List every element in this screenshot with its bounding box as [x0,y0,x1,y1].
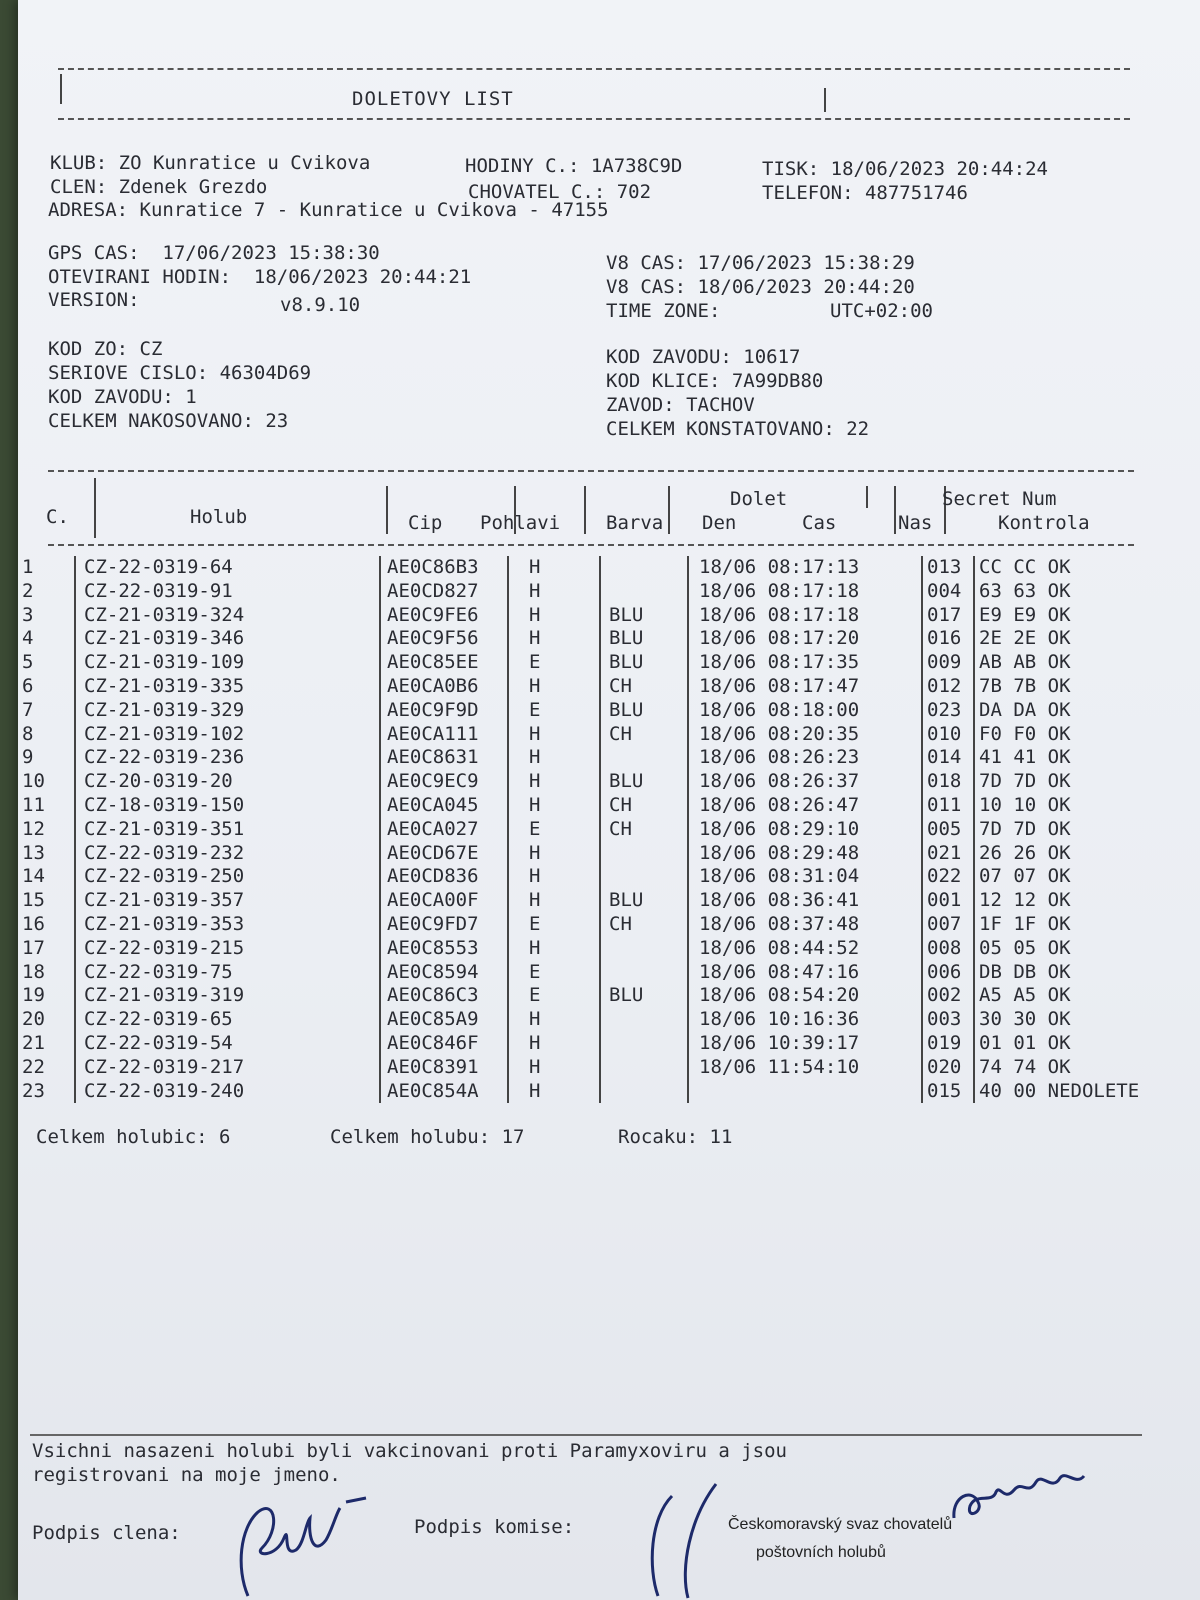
control-code: 7D 7D OK [974,770,1139,794]
ring-number: CZ-22-0319-240 [75,1080,380,1104]
ring-number: CZ-22-0319-232 [75,842,380,866]
sex: E [508,818,600,842]
color [600,842,688,866]
kod-zavodu-left: KOD ZAVODU: 1 [48,386,197,408]
arrival-time: 18/06 08:17:18 [688,604,922,628]
color: CH [600,818,688,842]
table-row [22,651,1139,675]
control-code: A5 A5 OK [974,984,1139,1008]
title-border-left [60,74,62,104]
row-number: 6 [22,674,34,697]
color: BLU [600,699,688,723]
color: BLU [600,627,688,651]
adresa: ADRESA: Kunratice 7 - Kunratice u Cvikova - 47155 [48,199,609,221]
control-code: 74 74 OK [974,1056,1139,1080]
chip-id: AE0C85EE [380,651,508,675]
klub: KLUB: ZO Kunratice u Cvikova [50,152,371,174]
ring-number: CZ-22-0319-250 [75,865,380,889]
version-label: VERSION: [48,289,140,311]
title-border-top [58,68,1130,70]
kod-klice: KOD KLICE: 7A99DB80 [606,370,824,392]
sex: H [508,770,600,794]
basket-number: 018 [922,770,974,794]
sex: H [508,1056,600,1080]
chovatel: CHOVATEL C.: 702 [468,181,652,203]
basket-number: 002 [922,984,974,1008]
sex: E [508,961,600,985]
col-header-cip: Cip [408,512,443,534]
row-number: 2 [22,579,34,602]
celkem-nakosovano: CELKEM NAKOSOVANO: 23 [48,410,289,432]
zavod: ZAVOD: TACHOV [606,394,755,416]
table-row [22,723,1139,747]
arrival-time: 18/06 08:26:47 [688,794,922,818]
ring-number: CZ-21-0319-353 [75,913,380,937]
ring-number: CZ-21-0319-102 [75,723,380,747]
row-number: 1 [22,556,34,578]
col-header-c: C. [46,506,69,528]
table-row [22,818,1139,842]
arrival-time: 18/06 08:17:47 [688,675,922,699]
sex: E [508,913,600,937]
chip-id: AE0CD827 [380,580,508,604]
arrival-time: 18/06 08:17:13 [688,556,922,580]
chip-id: AE0C9FE6 [380,604,508,628]
table-row [22,699,1139,723]
color [600,580,688,604]
basket-number: 008 [922,937,974,961]
col-header-dolet: Dolet [730,488,788,510]
col-header-den: Den [702,512,737,534]
arrival-time: 18/06 08:37:48 [688,913,922,937]
v8-cas-2: V8 CAS: 18/06/2023 20:44:20 [606,276,915,298]
sex: H [508,627,600,651]
chip-id: AE0C86C3 [380,984,508,1008]
sex: H [508,604,600,628]
control-code: F0 F0 OK [974,723,1139,747]
basket-number: 021 [922,842,974,866]
row-number: 20 [22,1008,45,1031]
control-code: 7B 7B OK [974,675,1139,699]
chip-id: AE0C85A9 [380,1008,508,1032]
basket-number: 012 [922,675,974,699]
ring-number: CZ-21-0319-109 [75,651,380,675]
sex: H [508,675,600,699]
basket-number: 015 [922,1080,974,1104]
table-row [22,794,1139,818]
row-number: 19 [22,984,45,1007]
hodiny: HODINY C.: 1A738C9D [465,155,683,177]
control-code: 41 41 OK [974,746,1139,770]
chip-id: AE0CA00F [380,889,508,913]
color [600,1056,688,1080]
ring-number: CZ-21-0319-351 [75,818,380,842]
row-number: 10 [22,770,45,793]
color [600,865,688,889]
table-row [22,842,1139,866]
basket-number: 001 [922,889,974,913]
basket-number: 020 [922,1056,974,1080]
celkem-konstatovano: CELKEM KONSTATOVANO: 22 [606,418,870,440]
color [600,1008,688,1032]
sex: H [508,580,600,604]
col-header-kontrola: Kontrola [998,512,1090,534]
arrival-time: 18/06 08:31:04 [688,865,922,889]
table-row [22,746,1139,770]
basket-number: 009 [922,651,974,675]
sex: H [508,794,600,818]
chip-id: AE0CA027 [380,818,508,842]
podpis-komise-label: Podpis komise: [414,1516,575,1538]
chip-id: AE0C8594 [380,961,508,985]
arrival-time: 18/06 08:54:20 [688,984,922,1008]
basket-number: 022 [922,865,974,889]
color: CH [600,794,688,818]
arrival-time [688,1080,922,1104]
member-signature [218,1478,388,1600]
chip-id: AE0C9FD7 [380,913,508,937]
ring-number: CZ-20-0319-20 [75,770,380,794]
row-number: 14 [22,865,45,888]
row-number: 22 [22,1055,45,1078]
row-number: 5 [22,651,34,674]
kod-zavodu-right: KOD ZAVODU: 10617 [606,346,801,368]
header-divider [584,486,586,534]
control-code: 2E 2E OK [974,627,1139,651]
ring-number: CZ-22-0319-65 [75,1008,380,1032]
otevirani-hodin: OTEVIRANI HODIN: 18/06/2023 20:44:21 [48,266,472,288]
control-code: AB AB OK [974,651,1139,675]
ring-number: CZ-22-0319-75 [75,961,380,985]
time-zone-value: UTC+02:00 [830,300,933,322]
color [600,746,688,770]
v8-cas-1: V8 CAS: 17/06/2023 15:38:29 [606,252,915,274]
arrival-time: 18/06 08:26:23 [688,746,922,770]
control-code: 40 00 NEDOLETE [974,1080,1139,1104]
podpis-clena-label: Podpis clena: [32,1522,181,1544]
sex: H [508,865,600,889]
ring-number: CZ-21-0319-357 [75,889,380,913]
basket-number: 010 [922,723,974,747]
sex: H [508,556,600,580]
row-number: 15 [22,889,45,912]
ring-number: CZ-22-0319-236 [75,746,380,770]
basket-number: 017 [922,604,974,628]
table-row [22,627,1139,651]
color [600,937,688,961]
basket-number: 011 [922,794,974,818]
total-holubic: Celkem holubic: 6 [36,1126,231,1148]
control-code: 26 26 OK [974,842,1139,866]
ring-number: CZ-21-0319-329 [75,699,380,723]
chip-id: AE0CA0B6 [380,675,508,699]
chip-id: AE0CD67E [380,842,508,866]
color: CH [600,913,688,937]
color: BLU [600,770,688,794]
table-row [22,556,1139,580]
table-row [22,1032,1139,1056]
tisk: TISK: 18/06/2023 20:44:24 [762,158,1048,180]
title-border-right [824,88,826,112]
chip-id: AE0C9F9D [380,699,508,723]
version-value: v8.9.10 [280,294,361,316]
table-row [22,913,1139,937]
arrival-time: 18/06 08:47:16 [688,961,922,985]
row-number: 9 [22,746,34,769]
row-number: 8 [22,722,34,745]
basket-number: 007 [922,913,974,937]
arrival-time: 18/06 08:17:18 [688,580,922,604]
control-code: 01 01 OK [974,1032,1139,1056]
row-number: 17 [22,936,45,959]
header-divider [668,486,670,534]
col-header-barva: Barva [606,512,664,534]
row-number: 11 [22,793,45,816]
ring-number: CZ-22-0319-217 [75,1056,380,1080]
arrival-time: 18/06 08:29:10 [688,818,922,842]
sex: H [508,746,600,770]
chip-id: AE0C854A [380,1080,508,1104]
ring-number: CZ-22-0319-91 [75,580,380,604]
ring-number: CZ-21-0319-319 [75,984,380,1008]
basket-number: 004 [922,580,974,604]
table-row [22,770,1139,794]
control-code: E9 E9 OK [974,604,1139,628]
row-number: 18 [22,960,45,983]
arrival-time: 18/06 11:54:10 [688,1056,922,1080]
row-number: 4 [22,627,34,650]
arrival-time: 18/06 08:17:20 [688,627,922,651]
arrival-time: 18/06 08:20:35 [688,723,922,747]
control-code: DA DA OK [974,699,1139,723]
chip-id: AE0C9F56 [380,627,508,651]
basket-number: 013 [922,556,974,580]
sex: E [508,984,600,1008]
ring-number: CZ-22-0319-54 [75,1032,380,1056]
row-number: 12 [22,817,45,840]
color: CH [600,723,688,747]
basket-number: 005 [922,818,974,842]
arrival-time: 18/06 08:18:00 [688,699,922,723]
color: BLU [600,889,688,913]
kod-zo: KOD ZO: CZ [48,338,163,360]
stamp-line-2: poštovních holubů [756,1544,886,1561]
sex: E [508,651,600,675]
control-code: CC CC OK [974,556,1139,580]
table-row [22,937,1139,961]
declaration-line-1: Vsichni nasazeni holubi byli vakcinovani proti Paramyxoviru a jsou [32,1440,787,1462]
chip-id: AE0C8553 [380,937,508,961]
commission-signature [628,1478,738,1600]
ring-number: CZ-21-0319-335 [75,675,380,699]
row-number: 13 [22,841,45,864]
color: BLU [600,984,688,1008]
chip-id: AE0C8631 [380,746,508,770]
row-number: 7 [22,698,34,721]
sex: H [508,889,600,913]
footer-rule [30,1434,1142,1436]
col-header-pohlavi: Pohlavi [480,512,561,534]
header-divider [386,486,388,534]
sex: E [508,699,600,723]
basket-number: 014 [922,746,974,770]
color [600,556,688,580]
sex: H [508,723,600,747]
control-code: 1F 1F OK [974,913,1139,937]
arrival-time: 18/06 10:39:17 [688,1032,922,1056]
col-header-nas: Nas [898,512,933,534]
col-header-cas: Cas [802,512,837,534]
sex: H [508,1032,600,1056]
col-header-holub: Holub [190,506,248,528]
control-code: 63 63 OK [974,580,1139,604]
total-holubu: Celkem holubu: 17 [330,1126,525,1148]
results-table [22,556,1139,1103]
table-row [22,580,1139,604]
color: CH [600,675,688,699]
control-code: DB DB OK [974,961,1139,985]
clen: CLEN: Zdenek Grezdo [50,176,268,198]
chip-id: AE0CD836 [380,865,508,889]
row-number: 21 [22,1031,45,1054]
ring-number: CZ-22-0319-215 [75,937,380,961]
stamp-signature [944,1462,1090,1526]
basket-number: 019 [922,1032,974,1056]
chip-id: AE0CA045 [380,794,508,818]
ring-number: CZ-18-0319-150 [75,794,380,818]
total-rocaku: Rocaku: 11 [618,1126,733,1148]
basket-number: 006 [922,961,974,985]
arrival-time: 18/06 08:44:52 [688,937,922,961]
chip-id: AE0CA111 [380,723,508,747]
document-title: DOLETOVY LIST [352,88,514,110]
control-code: 30 30 OK [974,1008,1139,1032]
declaration-line-2: registrovani na moje jmeno. [32,1464,341,1486]
table-border-top [48,470,1134,472]
arrival-time: 18/06 08:36:41 [688,889,922,913]
table-row [22,1056,1139,1080]
ring-number: CZ-21-0319-324 [75,604,380,628]
col-header-secret-num: Secret Num [942,488,1057,510]
basket-number: 016 [922,627,974,651]
color: BLU [600,651,688,675]
title-border-bottom [58,118,1130,120]
chip-id: AE0C9EC9 [380,770,508,794]
chip-id: AE0C86B3 [380,556,508,580]
header-divider [94,478,96,538]
row-number: 23 [22,1079,45,1102]
header-divider [894,486,896,534]
color [600,1080,688,1104]
control-code: 07 07 OK [974,865,1139,889]
table-row [22,984,1139,1008]
control-code: 05 05 OK [974,937,1139,961]
table-row [22,889,1139,913]
table-row [22,675,1139,699]
color: BLU [600,604,688,628]
color [600,961,688,985]
telefon: TELEFON: 487751746 [762,182,968,204]
time-zone-label: TIME ZONE: [606,300,721,322]
ring-number: CZ-22-0319-64 [75,556,380,580]
table-row [22,961,1139,985]
table-row [22,1080,1139,1104]
chip-id: AE0C8391 [380,1056,508,1080]
table-row [22,865,1139,889]
arrival-time: 18/06 08:29:48 [688,842,922,866]
control-code: 10 10 OK [974,794,1139,818]
row-number: 3 [22,603,34,626]
seriove-cislo: SERIOVE CISLO: 46304D69 [48,362,312,384]
table-row [22,1008,1139,1032]
arrival-time: 18/06 10:16:36 [688,1008,922,1032]
color [600,1032,688,1056]
basket-number: 023 [922,699,974,723]
header-divider [866,486,868,508]
table-row [22,604,1139,628]
sex: H [508,937,600,961]
stamp-line-1: Českomoravský svaz chovatelů [728,1516,953,1533]
control-code: 7D 7D OK [974,818,1139,842]
arrival-time: 18/06 08:17:35 [688,651,922,675]
table-header-border-bottom [48,544,1134,546]
sex: H [508,1008,600,1032]
arrival-time: 18/06 08:26:37 [688,770,922,794]
sex: H [508,842,600,866]
ring-number: CZ-21-0319-346 [75,627,380,651]
gps-cas: GPS CAS: 17/06/2023 15:38:30 [48,242,380,264]
control-code: 12 12 OK [974,889,1139,913]
row-number: 16 [22,912,45,935]
basket-number: 003 [922,1008,974,1032]
chip-id: AE0C846F [380,1032,508,1056]
sex: H [508,1080,600,1104]
